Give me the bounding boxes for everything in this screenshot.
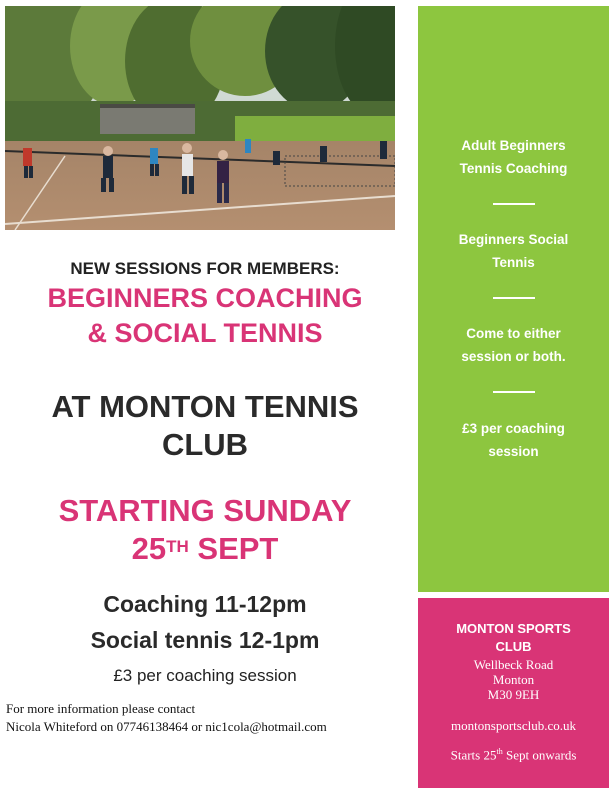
venue-line-1: AT MONTON TENNIS (51, 389, 359, 424)
social-time: Social tennis 12-1pm (90, 627, 320, 653)
sidebar-item-adult-coaching (418, 134, 609, 180)
address-line: Wellbeck Road (473, 657, 554, 672)
contact-line-2: Nicola Whiteford on 07746138464 or nic1cola@hotmail.com (6, 719, 327, 734)
starts-suffix: th (496, 747, 503, 756)
divider (493, 297, 535, 299)
starts-rest: Sept onwards (502, 747, 577, 763)
address-line: M30 9EH (487, 687, 540, 702)
title-line-2: & SOCIAL TENNIS (87, 318, 323, 348)
sidebar-item-line: £3 per coaching (462, 421, 565, 436)
contact-info (6, 700, 327, 736)
intro-heading: NEW SESSIONS FOR MEMBERS: (70, 259, 340, 278)
start-line-1: STARTING SUNDAY (58, 493, 352, 528)
club-info-box (418, 598, 609, 788)
start-suffix: TH (166, 537, 189, 556)
club-website[interactable]: montonsportsclub.co.uk (451, 718, 576, 733)
coaching-time: Coaching 11-12pm (103, 591, 307, 617)
start-day: 25 (131, 531, 167, 566)
divider (493, 203, 535, 205)
sidebar-item-line: Come to either (466, 326, 561, 341)
venue-line-2: CLUB (161, 427, 249, 462)
sidebar-item-line: session (488, 444, 539, 459)
club-address (418, 657, 609, 702)
start-date (0, 530, 410, 568)
divider (493, 391, 535, 393)
contact-line-1: For more information please contact (6, 701, 196, 716)
sidebar-item-social-tennis (418, 228, 609, 274)
sidebar-item-line: Tennis (492, 255, 535, 270)
start-month: SEPT (197, 531, 279, 566)
coaching-price: £3 per coaching session (113, 666, 297, 685)
title-line-1: BEGINNERS COACHING (47, 283, 363, 313)
sidebar-item-price (418, 417, 609, 463)
sessions-sidebar (418, 6, 609, 592)
sidebar-item-line: Adult Beginners (461, 138, 566, 153)
club-name-line: CLUB (495, 639, 532, 654)
address-line: Monton (492, 672, 535, 687)
club-name-line: MONTON SPORTS (456, 621, 571, 636)
sidebar-item-either-session (418, 322, 609, 368)
sidebar-item-line: Tennis Coaching (459, 161, 568, 176)
tennis-court-photo (5, 6, 395, 230)
club-name (418, 620, 609, 656)
starts-note (418, 747, 609, 763)
sidebar-item-line: session or both. (461, 349, 566, 364)
starts-prefix: Starts 25 (450, 747, 497, 763)
sidebar-item-line: Beginners Social (458, 232, 569, 247)
